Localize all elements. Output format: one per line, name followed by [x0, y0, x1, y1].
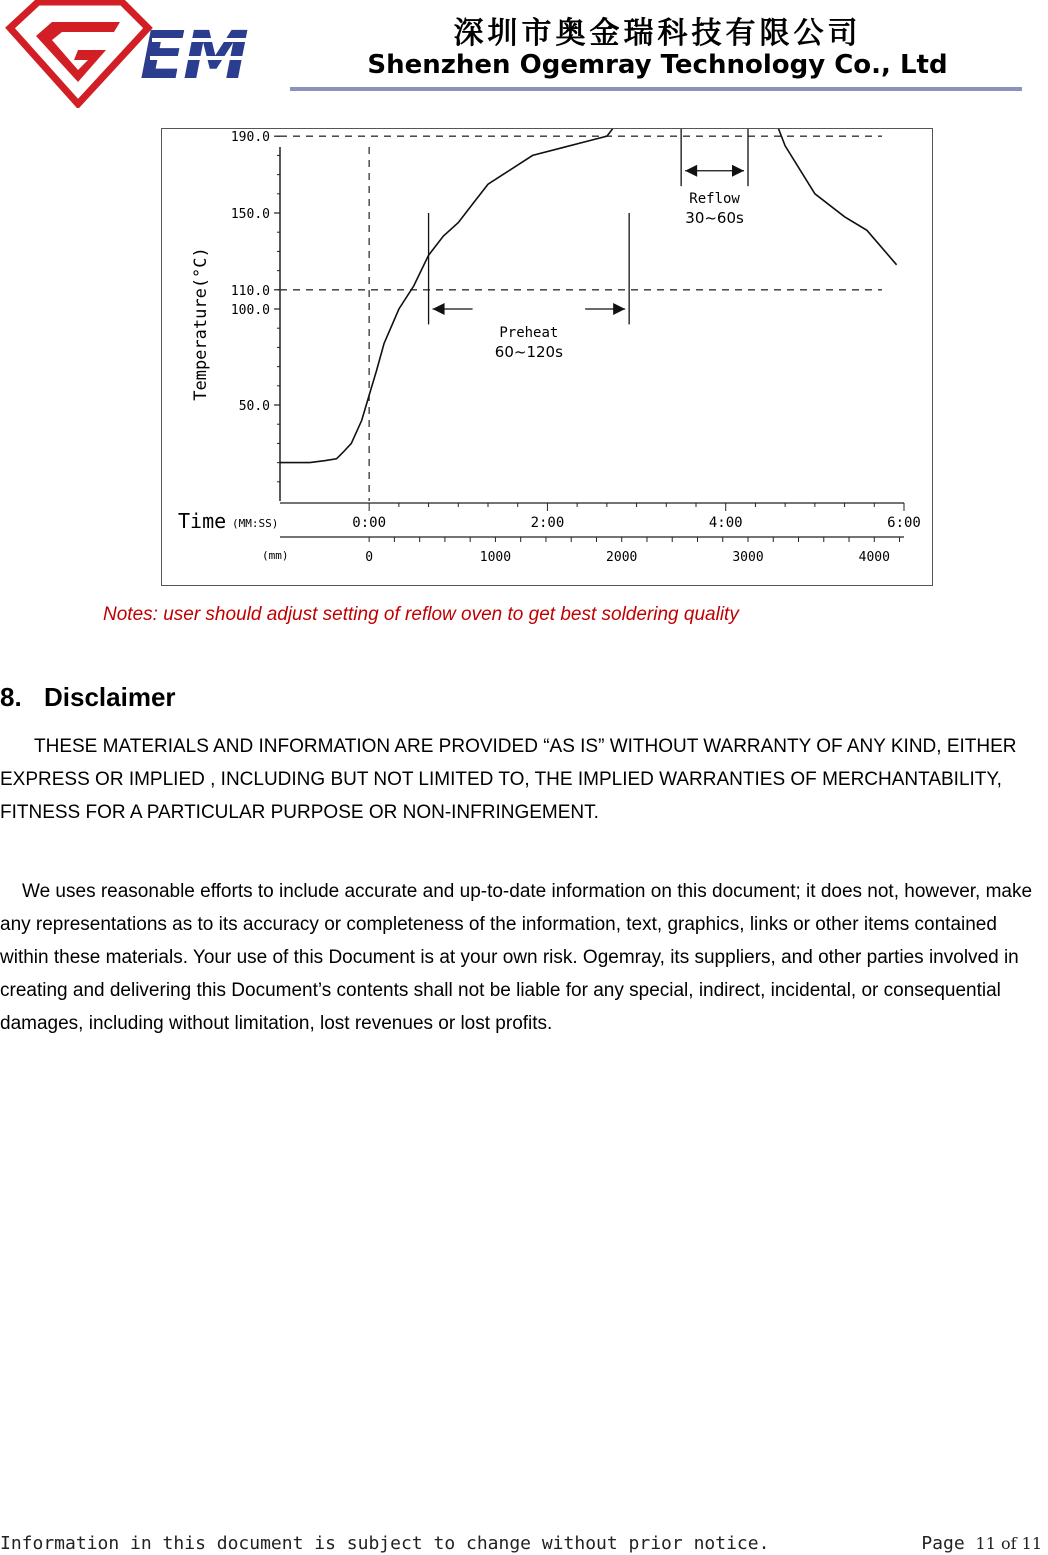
disclaimer-paragraph-2: We uses reasonable efforts to include accurate and up-to-date information on this document; it does not, however, make any representations as to its accuracy or completeness of the information, text, graphics, links or other items contained within these materials. Your use of this Document is at your own risk. Ogemray, its suppliers, and other parties involved in creating and delivering this Document’s contents shall not be liable for any special, indirect, incidental, or consequential damages, including without limitation, lost revenues or lost profits.: [0, 881, 1033, 1034]
x-bottom-tick-label: 1000: [479, 550, 512, 565]
footer-page-label: Page: [921, 1533, 965, 1554]
section-heading: [0, 682, 176, 713]
chart-notes: Notes: user should adjust setting of reflow oven to get best soldering quality: [103, 604, 739, 625]
annotation-label: Reflow: [689, 190, 740, 207]
x-bottom-tick-label: 2000: [606, 550, 638, 565]
annotation-value: 30~60s: [685, 208, 744, 227]
annotation-arrowhead-left: [433, 303, 445, 315]
x-axis-unit-bottom: (mm): [262, 549, 289, 562]
annotation-arrowhead-left: [685, 165, 697, 177]
company-name-chinese: 深圳市奥金瑞科技有限公司: [453, 16, 862, 51]
x-top-tick-label: 2:00: [530, 515, 565, 531]
footer-page: [921, 1533, 1042, 1554]
series-line: [280, 129, 897, 463]
disclaimer-paragraph-1: THESE MATERIALS AND INFORMATION ARE PROVIDED “AS IS” WITHOUT WARRANTY OF ANY KIND, EITHER EXPRESS OR IMPLIED , INCLUDING BUT NOT LIMITED TO, THE IMPLIED WARRANTIES OF MERCHANTABILITY, FITNESS FOR A PARTICULAR PURPOSE OR NON-INFRINGEMENT.: [0, 736, 1017, 823]
reflow-chart: [161, 128, 933, 586]
footer-page-number: 11 of 11: [975, 1534, 1042, 1553]
y-axis-label: Temperature(°C): [191, 247, 211, 401]
footer-notice: Information in this document is subject to change without prior notice.: [0, 1533, 770, 1554]
x-bottom-tick-label: 3000: [732, 550, 764, 565]
annotation-label: Preheat: [499, 325, 559, 341]
annotation-value: 60~120s: [494, 343, 563, 361]
y-tick-label: 110.0: [230, 283, 270, 299]
header-rule: [290, 87, 1022, 91]
y-tick-label: 190.0: [230, 130, 270, 146]
x-top-tick-label: 4:00: [708, 515, 743, 531]
y-tick-label: 50.0: [238, 399, 270, 414]
annotation-arrowhead-right: [613, 303, 625, 315]
logo-em: EM: [140, 17, 247, 94]
x-axis-label: Time: [178, 509, 227, 533]
y-tick-label: 100.0: [230, 303, 270, 318]
x-top-tick-label: 0:00: [352, 515, 387, 531]
company-name-english: Shenzhen Ogemray Technology Co., Ltd: [367, 50, 948, 80]
company-logo: [2, 0, 286, 108]
reflow-chart-svg: [162, 129, 932, 585]
x-bottom-tick-label: 4000: [858, 550, 890, 565]
section-number: 8.: [0, 682, 22, 712]
x-bottom-tick-label: 0: [365, 550, 374, 565]
x-axis-unit-top: (MM:SS): [232, 517, 279, 530]
section-title: Disclaimer: [44, 682, 176, 712]
x-top-tick-label: 6:00: [887, 515, 921, 531]
annotation-arrowhead-right: [732, 165, 744, 177]
y-tick-label: 150.0: [230, 207, 270, 222]
